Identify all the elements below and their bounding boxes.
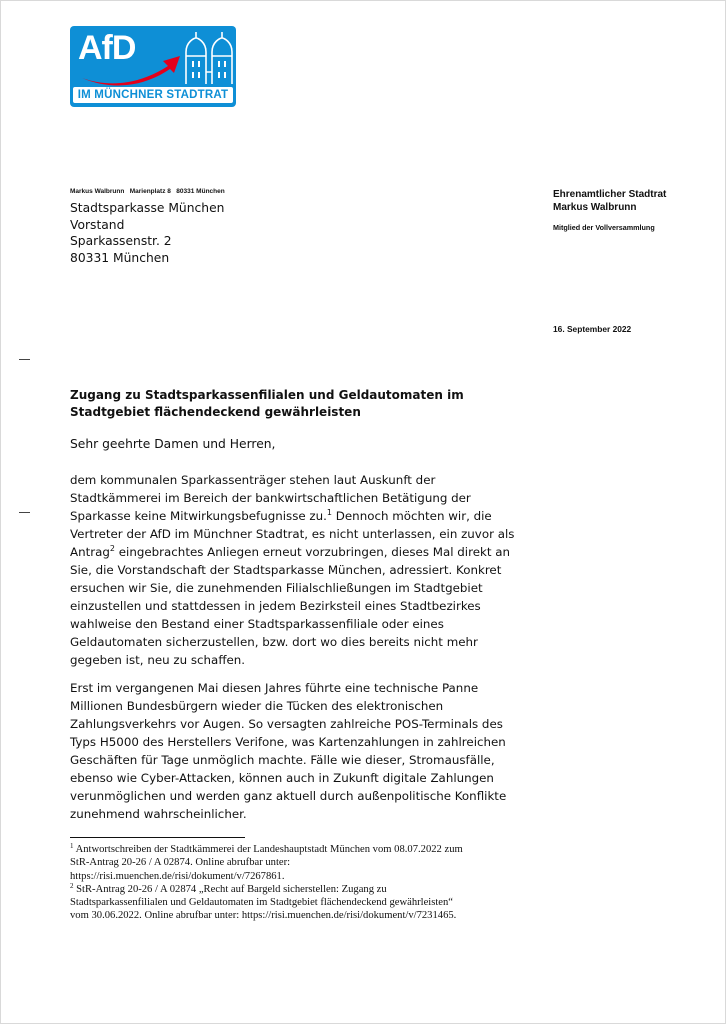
text-line: ebenso wie Cyber-Attacken, können auch in Zukunft digitale Zahlungen [70, 771, 494, 785]
footnote-mark-2: 2 [70, 881, 74, 890]
recipient-line: 80331 München [70, 250, 170, 265]
footnote-1-line: StR-Antrag 20-26 / A 02874. Online abrufbar unter: [70, 857, 291, 869]
text-line: Geldautomaten sicherzustellen, bzw. dort wo dies bereits nicht mehr [70, 635, 478, 649]
text-line: wahlweise den Bestand einer Stadtsparkassenfiliale oder eines [70, 617, 444, 631]
footnote-2-line[interactable]: vom 30.06.2022. Online abrufbar unter: https://risi.muenchen.de/risi/dokument/v/7231465. [70, 910, 457, 922]
body-paragraph-2 [70, 679, 525, 823]
text-line: Geschäften für Tage unmöglich machte. Fälle wie dieser, Stromausfälle, [70, 753, 495, 767]
footnote-1-line [70, 843, 540, 856]
sender-name: Markus Walbrunn [553, 202, 637, 213]
text-span: Dennoch möchten wir, die [332, 509, 492, 523]
footnotes [70, 843, 540, 923]
footnote-2-line [70, 883, 540, 896]
text-line: Stadtkämmerei im Bereich der bankwirtschaftlichen Betätigung der [70, 491, 471, 505]
text-span: StR-Antrag 20-26 / A 02874 „Recht auf Bargeld sicherstellen: Zugang zu [73, 883, 387, 895]
recipient-address [70, 200, 224, 266]
text-line: ersuchen wir Sie, die zunehmenden Filialschließungen im Stadtgebiet [70, 581, 483, 595]
logo-subtitle: IM MÜNCHNER STADTRAT [77, 89, 229, 101]
body-paragraph-1 [70, 471, 525, 669]
footnote-ref-2: 2 [109, 544, 115, 553]
footnote-2-line: Stadtsparkassenfilialen und Geldautomaten im Stadtgebiet flächendeckend gewährleisten“ [70, 897, 454, 909]
recipient-line: Vorstand [70, 217, 125, 232]
text-span: Sparkasse keine Mitwirkungsbefugnisse zu. [70, 509, 327, 523]
recipient-line: Sparkassenstr. 2 [70, 234, 172, 248]
fold-mark [19, 512, 30, 513]
text-span: Antwortschreiben der Stadtkämmerei der Landeshauptstadt München vom 08.07.2022 zum [73, 844, 463, 855]
sender-role: Ehrenamtlicher Stadtrat [553, 189, 667, 200]
text-line: verunmöglichen und werden ganz aktuell durch außenpolitische Konflikte [70, 789, 507, 803]
text-span: Antrag [70, 545, 110, 559]
footnote-divider [70, 837, 245, 838]
text-line: Typs H5000 des Herstellers Verifone, was Kartenzahlungen in zahlreichen [70, 735, 506, 749]
letter-date: 16. September 2022 [553, 324, 632, 334]
recipient-line: Stadtsparkasse München [70, 201, 225, 215]
fold-mark [19, 359, 30, 360]
text-line: Zahlungsverkehrs vor Augen. So versagten zahlreiche POS-Terminals des [70, 717, 503, 731]
logo-title: AfD [78, 29, 136, 67]
text-line: Vertreter der AfD im Münchner Stadtrat, es nicht unterlassen, ein zuvor als [70, 527, 515, 541]
text-line: dem kommunalen Sparkassenträger stehen laut Auskunft der [70, 473, 436, 487]
sender-membership: Mitglied der Vollversammlung [553, 223, 655, 232]
sender-line: Markus Walbrunn Marienplatz 8 80331 München [70, 188, 225, 195]
footnote-mark-1: 1 [70, 842, 74, 850]
text-line [70, 507, 525, 525]
footnote-1-link[interactable]: https://risi.muenchen.de/risi/dokument/v/7267861. [70, 870, 285, 882]
letter-subject: Zugang zu Stadtsparkassenfilialen und Geldautomaten im Stadtgebiet flächendeckend gewährleisten [70, 388, 464, 419]
text-line: Erst im vergangenen Mai diesen Jahres führte eine technische Panne [70, 681, 479, 695]
text-line: gegeben ist, neu zu schaffen. [70, 653, 246, 667]
text-line: zunehmend wahrscheinlicher. [70, 807, 247, 821]
sender-info [553, 188, 666, 214]
text-line [70, 543, 525, 561]
text-line: einzustellen und stattdessen in jedem Bezirksteil eines Stadtbezirkes [70, 599, 481, 613]
footnote-ref-1: 1 [326, 508, 333, 517]
afd-logo [70, 26, 236, 107]
text-line: Sie, die Vorstandschaft der Stadtsparkasse München, adressiert. Konkret [70, 563, 502, 577]
salutation: Sehr geehrte Damen und Herren, [70, 437, 276, 451]
text-span: eingebrachtes Anliegen erneut vorzubringen, dieses Mal direkt an [115, 545, 511, 559]
text-line: Millionen Bundesbürgern wieder die Tücken des elektronischen [70, 699, 444, 713]
